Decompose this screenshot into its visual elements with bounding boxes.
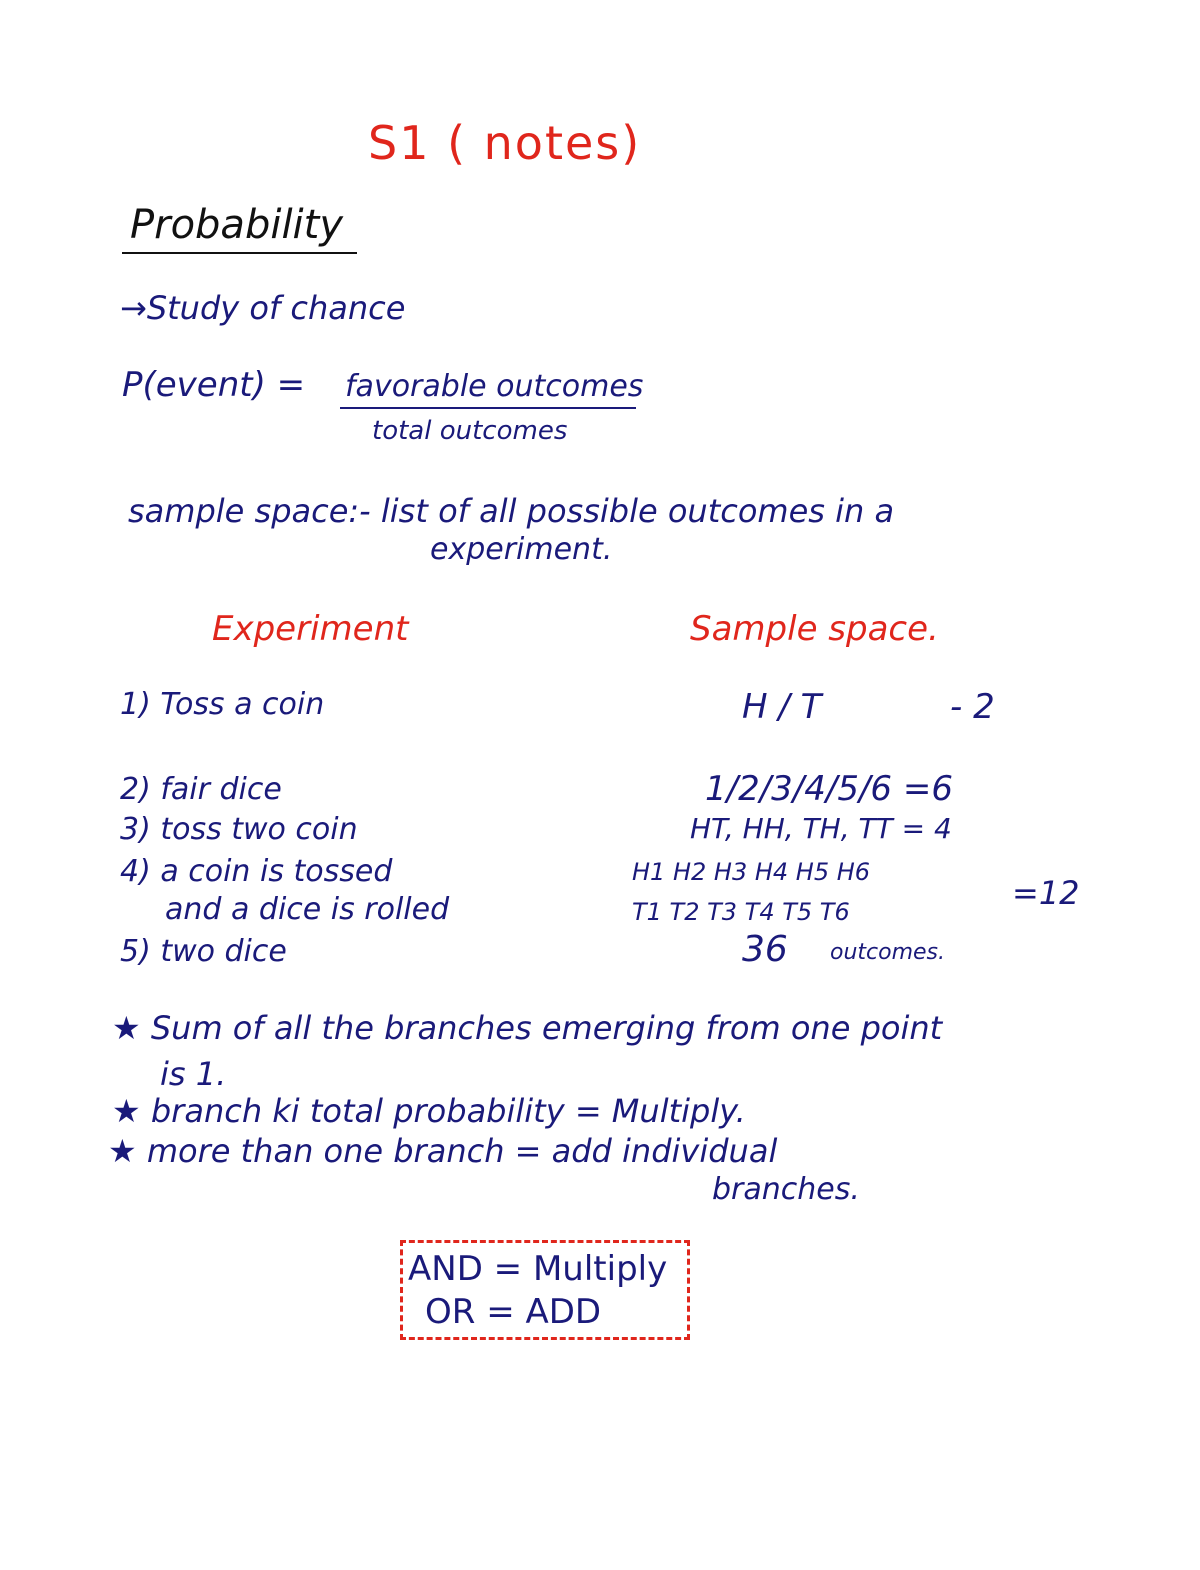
experiment-1: 1) Toss a coin — [120, 687, 325, 722]
sample-space-definition-cont: experiment. — [430, 532, 613, 567]
experiment-header: Experiment — [212, 609, 409, 649]
experiment-4: 4) a coin is tossed — [120, 854, 393, 889]
page-title: S1 ( notes) — [368, 116, 642, 170]
section-heading: Probability — [130, 202, 344, 248]
sample-4b: T1 T2 T3 T4 T5 T6 — [632, 898, 850, 926]
sample-space-definition: sample space:- list of all possible outcomes in a — [128, 492, 895, 530]
note-1: ★ Sum of all the branches emerging from one point — [112, 1009, 943, 1047]
sample-2: 1/2/3/4/5/6 =6 — [705, 769, 953, 809]
formula-denominator: total outcomes — [372, 416, 568, 446]
sample-4a: H1 H2 H3 H4 H5 H6 — [632, 858, 871, 886]
rule-or: OR = ADD — [425, 1292, 602, 1332]
experiment-5: 5) two dice — [120, 934, 287, 969]
note-1-cont: is 1. — [160, 1055, 227, 1093]
definition-line: →Study of chance — [120, 289, 406, 327]
formula-lhs: P(event) = — [122, 365, 306, 405]
note-3-cont: branches. — [712, 1172, 860, 1207]
count-4: =12 — [1012, 874, 1080, 912]
sample-space-header: Sample space. — [690, 609, 939, 649]
experiment-2: 2) fair dice — [120, 772, 282, 807]
count-1: - 2 — [950, 687, 995, 727]
experiment-3: 3) toss two coin — [120, 812, 358, 847]
experiment-4-cont: and a dice is rolled — [165, 892, 450, 927]
formula-numerator: favorable outcomes — [345, 369, 644, 404]
sample-3: HT, HH, TH, TT = 4 — [690, 812, 952, 845]
note-2: ★ branch ki total probability = Multiply. — [112, 1092, 746, 1130]
sample-5-suffix: outcomes. — [830, 940, 946, 965]
sample-1: H / T — [742, 687, 822, 727]
sample-5: 36 — [742, 929, 788, 970]
heading-underline — [122, 252, 357, 254]
fraction-bar — [340, 407, 636, 409]
note-3: ★ more than one branch = add individual — [108, 1132, 778, 1170]
rule-and: AND = Multiply — [408, 1249, 668, 1289]
